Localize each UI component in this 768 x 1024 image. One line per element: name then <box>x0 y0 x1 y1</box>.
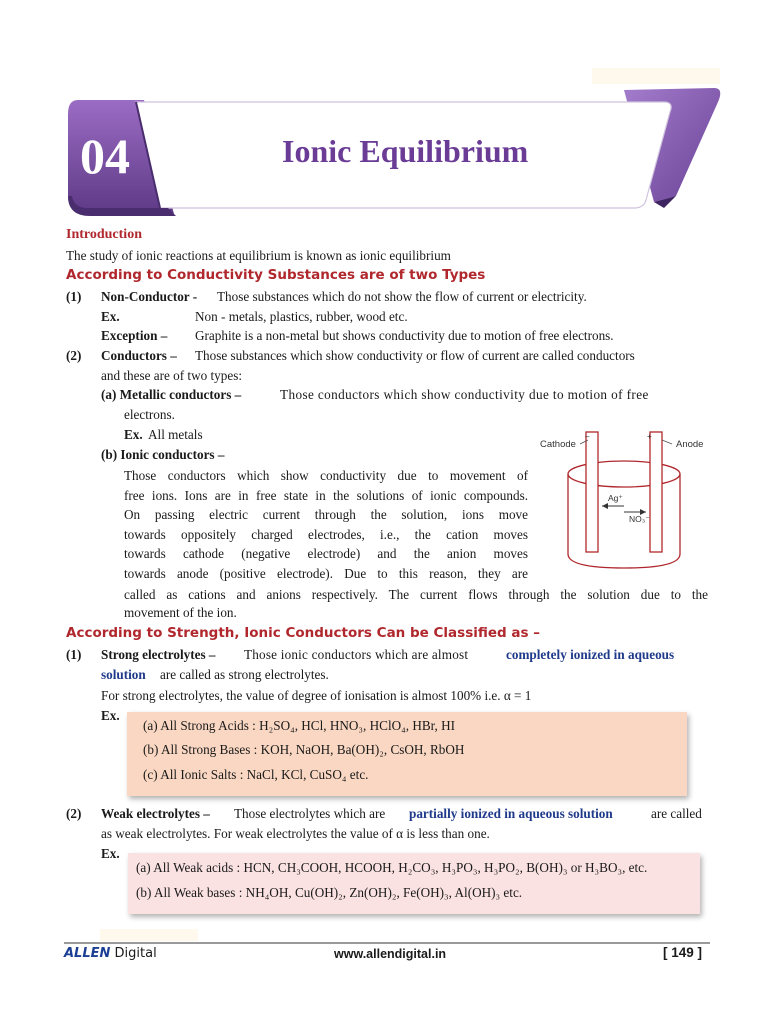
strong-electrolytes-text-2: are called as strong electrolytes. <box>160 667 329 682</box>
weak-acids-line: (a) All Weak acids : HCN, CH₃COOH, HCOOH, H₂CO₃, H₃PO₃, H₃PO₂, B(OH)₃ or H₃BO₃, etc. <box>136 860 648 875</box>
ionic-conductors-paragraph <box>124 466 528 584</box>
item-number-1: (1) <box>66 289 82 304</box>
metals-example-text: All metals <box>148 427 203 442</box>
page-number: [ 149 ] <box>663 945 703 960</box>
item-number-1: (1) <box>66 647 82 662</box>
anode-sign: + <box>647 432 652 441</box>
weak-electrolytes-examples-box <box>128 853 700 914</box>
example-text: Non - metals, plastics, rubber, wood etc. <box>195 309 408 324</box>
metallic-conductors-label: (a) Metallic conductors – <box>101 387 242 402</box>
paragraph-line: towards cathode (negative electrode) and the anion moves <box>124 546 528 562</box>
non-conductor-label: Non-Conductor - <box>101 289 198 304</box>
paragraph-line: free ions. Ions are in free state in the solutions of ionic compounds. <box>124 487 528 503</box>
metals-example-label: Ex. <box>124 427 143 442</box>
footer-brand <box>64 946 157 962</box>
section-heading-conductivity: According to Conductivity Substances are of two Types <box>66 267 486 283</box>
brand-logo: ALLEN <box>64 946 111 961</box>
example-label: Ex. <box>101 309 120 324</box>
exception-label: Exception – <box>101 328 168 343</box>
strong-electrolytes-text: Those ionic conductors which are almost <box>244 647 469 662</box>
strong-electrolytes-examples-box <box>127 712 687 796</box>
footer-tint <box>100 929 198 941</box>
strong-acids-line: (a) All Strong Acids : H₂SO₄, HCl, HNO₃, HClO₄, HBr, HI <box>143 718 456 733</box>
metallic-conductors-text: Those conductors which show conductivity due to motion of free <box>280 387 649 402</box>
weak-electrolytes-text: Those electrolytes which are <box>234 806 386 821</box>
anode-label: Anode <box>676 439 704 450</box>
conductors-label: Conductors – <box>101 348 177 363</box>
paragraph-line: towards anode (positive electrode). Due to this reason, they are <box>124 565 528 581</box>
chapter-title: Ionic Equilibrium <box>282 133 529 169</box>
paragraph-line: movement of the ion. <box>124 605 237 620</box>
paragraph-line: called as cations and anions respectively. The current flows through the solution due to the <box>124 587 708 602</box>
weak-electrolytes-text-2: as weak electrolytes. For weak electrolytes the value of α is less than one. <box>101 826 490 841</box>
strong-example-label: Ex. <box>101 708 120 723</box>
strong-electrolytes-text-3: For strong electrolytes, the value of degree of ionisation is almost 100% i.e. α = 1 <box>101 688 532 703</box>
strong-electrolytes-highlight: completely ionized in aqueous <box>506 647 675 662</box>
cathode-label: Cathode <box>540 439 576 450</box>
brand-suffix: Digital <box>114 946 157 961</box>
conductors-text-2: and these are of two types: <box>101 368 242 383</box>
non-conductor-text: Those substances which do not show the flow of current or electricity. <box>217 289 587 304</box>
weak-electrolytes-text-end: are called <box>651 806 702 821</box>
weak-bases-line: (b) All Weak bases : NH₄OH, Cu(OH)₂, Zn(OH)₂, Fe(OH)₃, Al(OH)₃ etc. <box>136 885 523 900</box>
intro-heading: Introduction <box>66 227 142 242</box>
paragraph-line: On passing electric current through the solution, ions move <box>124 507 528 523</box>
ionic-conductors-label: (b) Ionic conductors – <box>101 447 225 462</box>
conductors-text: Those substances which show conductivity or flow of current are called conductors <box>195 348 635 363</box>
exception-text: Graphite is a non-metal but shows conductivity due to motion of free electrons. <box>195 328 614 343</box>
item-number-2: (2) <box>66 348 82 363</box>
header-tint <box>592 68 720 84</box>
weak-example-label: Ex. <box>101 846 120 861</box>
intro-text: The study of ionic reactions at equilibrium is known as ionic equilibrium <box>66 248 451 263</box>
strong-electrolytes-label: Strong electrolytes – <box>101 647 216 662</box>
section-heading-strength: According to Strength, Ionic Conductors Can be Classified as – <box>66 625 540 641</box>
paragraph-line: Those conductors which show conductivity due to movement of <box>124 468 528 483</box>
weak-electrolytes-label: Weak electrolytes – <box>101 806 210 821</box>
chapter-number: 04 <box>80 128 130 184</box>
cathode-sign: – <box>585 432 590 441</box>
weak-electrolytes-highlight: partially ionized in aqueous solution <box>409 806 613 821</box>
item-number-2: (2) <box>66 806 82 821</box>
anion-label: NO₃⁻ <box>629 514 650 524</box>
cation-label: Ag⁺ <box>608 493 623 503</box>
metallic-conductors-text-2: electrons. <box>124 407 175 422</box>
footer-url: www.allendigital.in <box>334 947 447 961</box>
electrolysis-diagram <box>536 430 712 580</box>
paragraph-line: towards oppositely charged electrodes, i.e., the cation moves <box>124 526 528 542</box>
ionic-salts-line: (c) All Ionic Salts : NaCl, KCl, CuSO₄ etc. <box>143 767 369 782</box>
strong-bases-line: (b) All Strong Bases : KOH, NaOH, Ba(OH)₂, CsOH, RbOH <box>143 742 465 757</box>
footer-rule <box>64 942 710 944</box>
strong-electrolytes-highlight-2: solution <box>101 667 146 682</box>
